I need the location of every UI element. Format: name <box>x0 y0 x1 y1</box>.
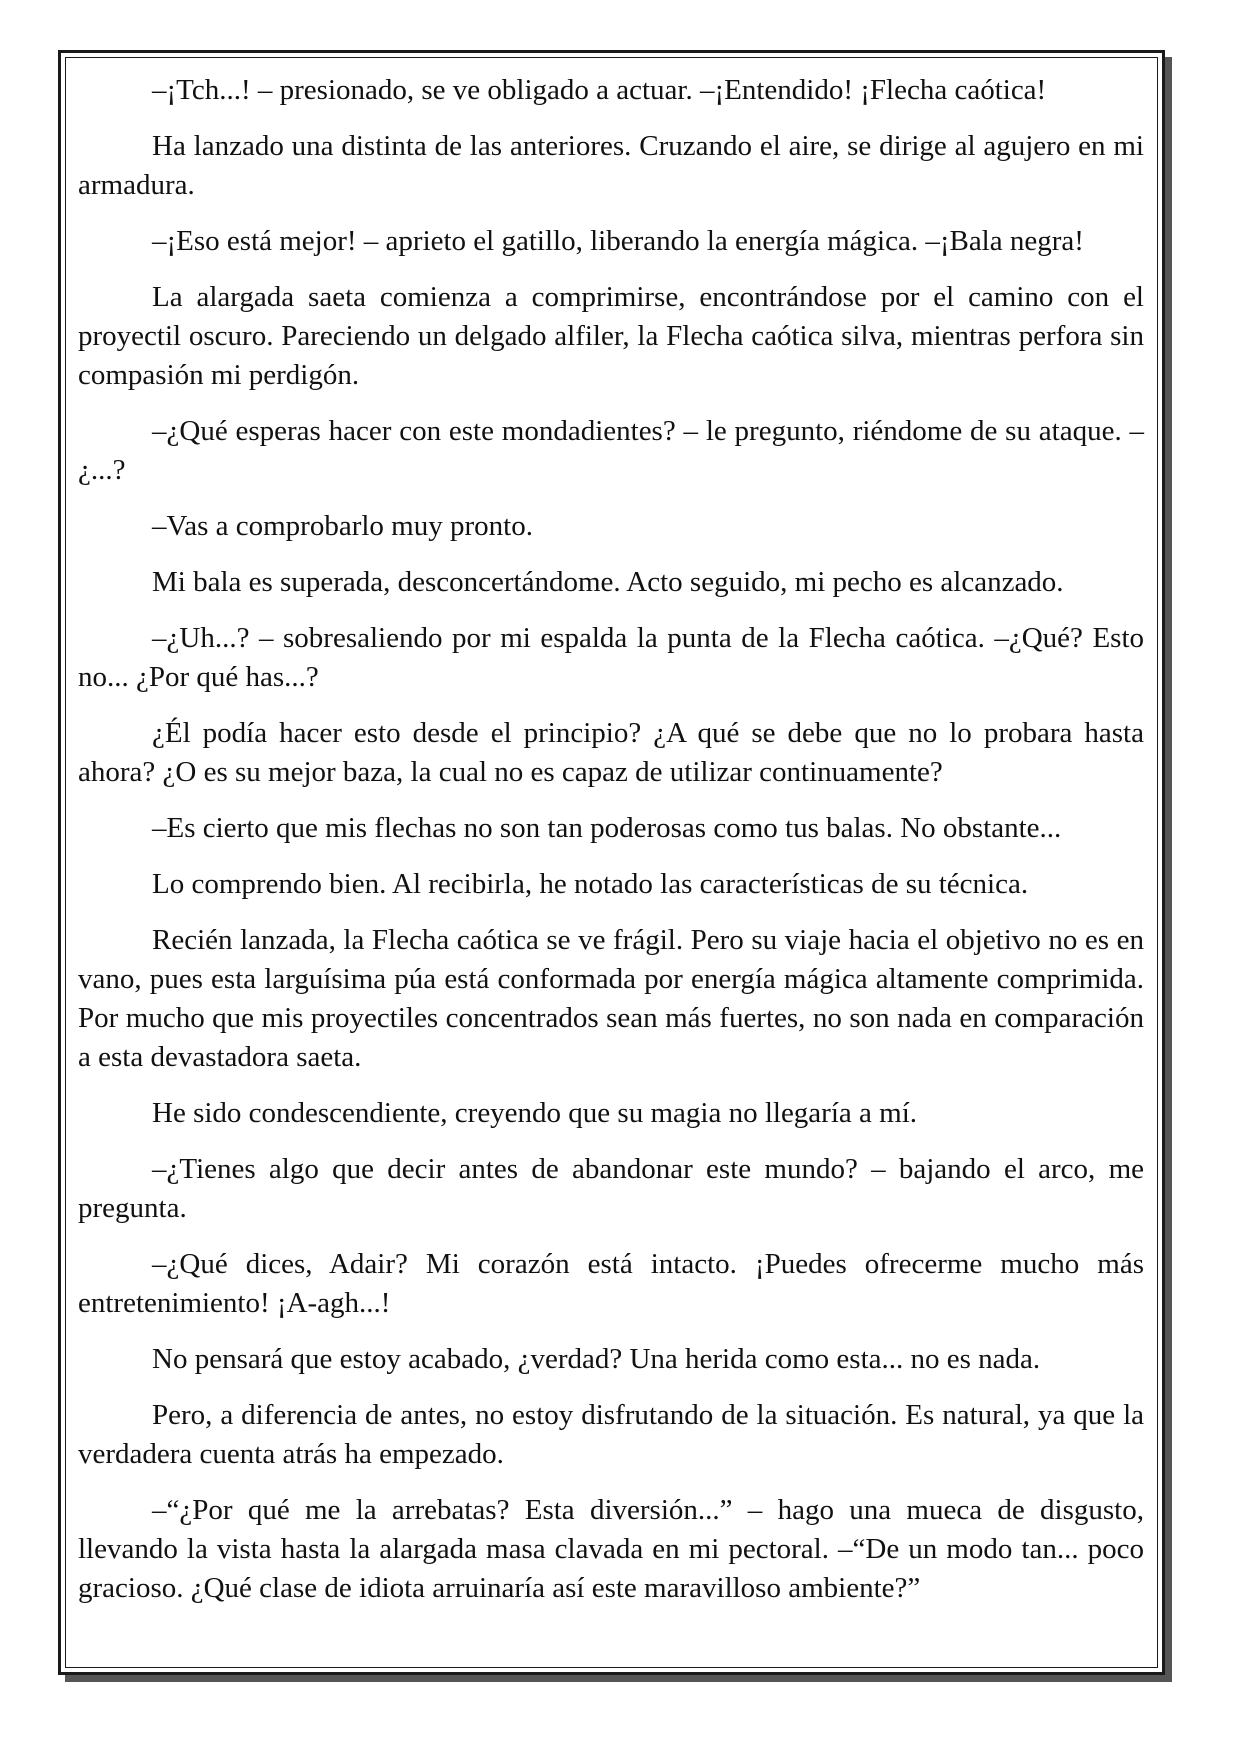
paragraph: –Vas a comprobarlo muy pronto. <box>152 510 533 542</box>
paragraph: Recién lanzada, la Flecha caótica se ve frágil. Pero su viaje hacia el objetivo no es en vano, pues esta larguísima púa está conformada por energía mágica altamente comprimida. Por mucho que mis proyectiles concentrados sean más fuertes, no son nada en comparación a esta devastadora saeta. <box>78 924 1144 1073</box>
paragraph: –“¿Por qué me la arrebatas? Esta diversión...” – hago una mueca de disgusto, llevando la vista hasta la alargada masa clavada en mi pectoral. –“De un modo tan... poco gracioso. ¿Qué clase de idiota arruinaría así este maravilloso ambiente?” <box>78 1494 1144 1604</box>
page-frame <box>58 50 1165 1675</box>
paragraph: La alargada saeta comienza a comprimirse, encontrándose por el camino con el proyectil oscuro. Pareciendo un delgado alfiler, la Flecha caótica silva, mientras perfora sin compasión mi perdigón. <box>78 281 1144 391</box>
paragraph: –¡Tch...! – presionado, se ve obligado a actuar. –¡Entendido! ¡Flecha caótica! <box>152 74 1047 106</box>
paragraph: –¿Tienes algo que decir antes de abandonar este mundo? – bajando el arco, me pregunta. <box>78 1153 1144 1224</box>
paragraph: –Es cierto que mis flechas no son tan poderosas como tus balas. No obstante... <box>152 812 1062 844</box>
paragraph: He sido condescendiente, creyendo que su magia no llegaría a mí. <box>152 1097 918 1129</box>
paragraph: –¿Qué dices, Adair? Mi corazón está intacto. ¡Puedes ofrecerme mucho más entretenimiento! ¡A-agh...! <box>78 1248 1144 1319</box>
text-body <box>78 71 1144 1625</box>
paragraph: Pero, a diferencia de antes, no estoy disfrutando de la situación. Es natural, ya que la verdadera cuenta atrás ha empezado. <box>78 1399 1144 1470</box>
paragraph: No pensará que estoy acabado, ¿verdad? Una herida como esta... no es nada. <box>152 1343 1041 1375</box>
paragraph: –¿Uh...? – sobresaliendo por mi espalda la punta de la Flecha caótica. –¿Qué? Esto no... ¿Por qué has...? <box>78 622 1144 693</box>
paragraph: Lo comprendo bien. Al recibirla, he notado las características de su técnica. <box>152 868 1029 900</box>
paragraph: Ha lanzado una distinta de las anteriores. Cruzando el aire, se dirige al agujero en mi armadura. <box>78 130 1144 201</box>
paragraph: Mi bala es superada, desconcertándome. Acto seguido, mi pecho es alcanzado. <box>152 566 1064 598</box>
paragraph: –¿Qué esperas hacer con este mondadientes? – le pregunto, riéndome de su ataque. –¿...? <box>78 415 1144 486</box>
paragraph: –¡Eso está mejor! – aprieto el gatillo, liberando la energía mágica. –¡Bala negra! <box>152 225 1084 257</box>
paragraph: ¿Él podía hacer esto desde el principio? ¿A qué se debe que no lo probara hasta ahora? ¿O es su mejor baza, la cual no es capaz de utilizar continuamente? <box>78 717 1144 788</box>
